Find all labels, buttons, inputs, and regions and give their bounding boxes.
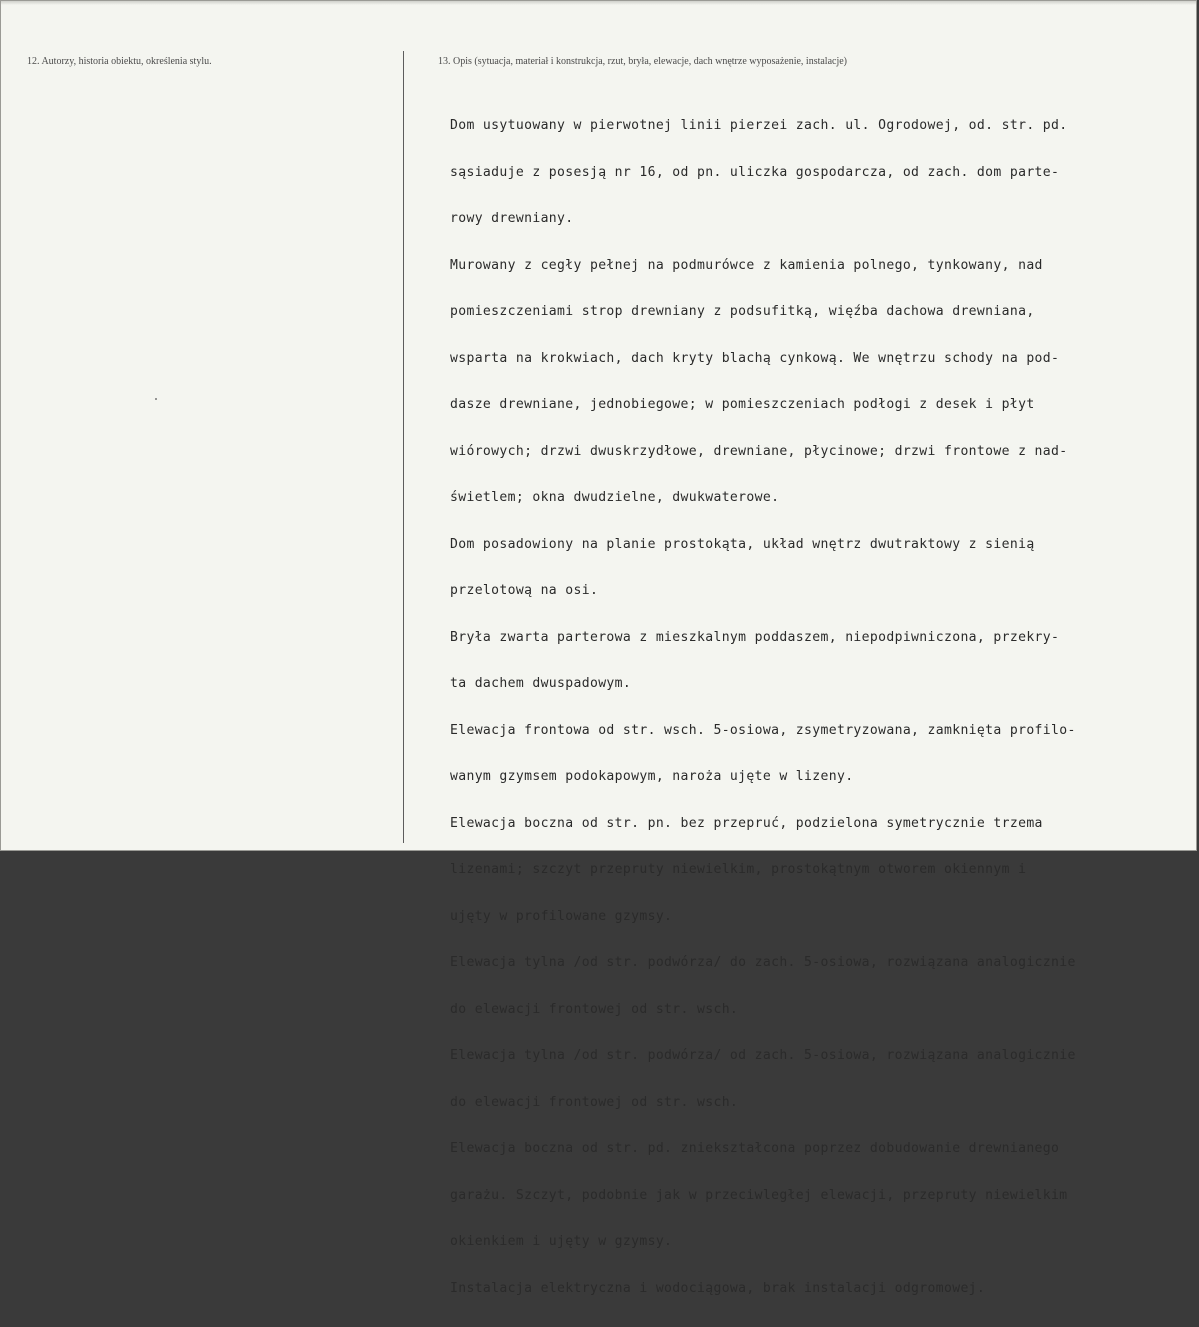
description-line: Elewacja tylna /od str. podwórza/ do zach. 5-osiowa, rozwiązana analogicznie (450, 955, 1076, 970)
description-line: Instalacja elektryczna i wodociągowa, brak instalacji odgromowej. (450, 1280, 986, 1296)
description-line: do elewacji frontowej od str. wsch. (450, 1094, 739, 1110)
description-line: przelotową na osi. (450, 583, 599, 598)
description-line: wanym gzymsem podokapowym, naroża ujęte w lizeny. (450, 769, 854, 784)
description-line: pomieszczeniami strop drewniany z podsufitką, więźba dachowa drewniana, (450, 304, 1035, 319)
description-line: do elewacji frontowej od str. wsch. (450, 1001, 739, 1017)
description-line: garażu. Szczyt, podobnie jak w przeciwległej elewacji, przepruty niewielkim (450, 1187, 1068, 1203)
section-12-heading: 12. Autorzy, historia obiektu, określenia stylu. (27, 56, 212, 67)
description-line: dasze drewniane, jednobiegowe; w pomieszczeniach podłogi z desek i płyt (450, 397, 1035, 412)
description-line: Elewacja boczna od str. pd. zniekształcona poprzez dobudowanie drewnianego (450, 1141, 1060, 1156)
paper-speck (155, 398, 157, 400)
description-line: Murowany z cegły pełnej na podmurówce z kamienia polnego, tynkowany, nad (450, 257, 1043, 273)
column-divider (403, 51, 404, 843)
description-line: świetlem; okna dwudzielne, dwukwaterowe. (450, 490, 780, 505)
description-text (450, 87, 1076, 1327)
description-line: Dom posadowiony na planie prostokąta, układ wnętrz dwutraktowy z sienią (450, 536, 1035, 552)
description-line: ta dachem dwuspadowym. (450, 676, 632, 691)
description-line: sąsiaduje z posesją nr 16, od pn. uliczka gospodarcza, od zach. dom parte- (450, 164, 1060, 180)
description-line: okienkiem i ujęty w gzymsy. (450, 1234, 673, 1249)
description-line: wiórowych; drzwi dwuskrzydłowe, drewniane, płycinowe; drzwi frontowe z nad- (450, 443, 1068, 459)
description-line: wsparta na krokwiach, dach kryty blachą cynkową. We wnętrzu schody na pod- (450, 350, 1060, 366)
description-line: Elewacja frontowa od str. wsch. 5-osiowa, zsymetryzowana, zamknięta profilo- (450, 722, 1076, 738)
sheet-top-edge (1, 1, 1196, 5)
description-line: ujęty w profilowane gzymsy. (450, 908, 673, 924)
description-line: Dom usytuowany w pierwotnej linii pierzei zach. ul. Ogrodowej, od. str. pd. (450, 118, 1068, 133)
description-line: Elewacja tylna /od str. podwórza/ od zach. 5-osiowa, rozwiązana analogicznie (450, 1048, 1076, 1063)
section-13-heading: 13. Opis (sytuacja, materiał i konstrukcja, rzut, bryła, elewacje, dach wnętrze wyposażenie, instalacje) (438, 56, 847, 67)
description-line: rowy drewniany. (450, 211, 574, 226)
description-line: Bryła zwarta parterowa z mieszkalnym poddaszem, niepodpiwniczona, przekry- (450, 629, 1060, 645)
description-line: Elewacja boczna od str. pn. bez przepruć, podzielona symetrycznie trzema (450, 815, 1043, 831)
description-line: lizenami; szczyt przepruty niewielkim, prostokątnym otworem okiennym i (450, 862, 1027, 877)
